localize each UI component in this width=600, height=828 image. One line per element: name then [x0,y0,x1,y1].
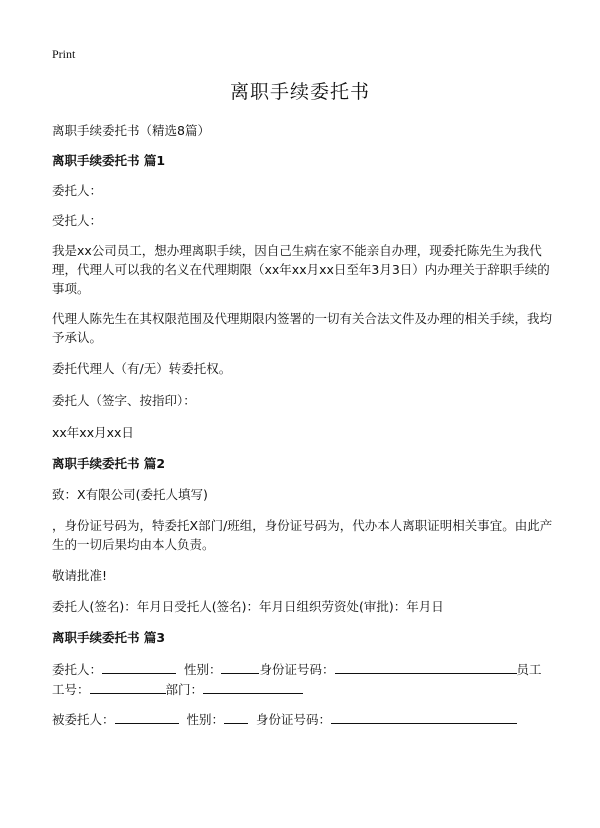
trustee-id-label: 身份证号码： [255,712,331,727]
client-line: 委托人： [52,183,103,198]
document-subtitle: 离职手续委托书（精选8篇） [52,123,210,138]
dept-label: 部门： [165,682,204,697]
section-heading-3: 离职手续委托书 篇3 [52,630,166,645]
client-name-field[interactable] [102,659,176,674]
trustee-name-field[interactable] [115,709,179,724]
trustee-gender-label: 性别： [186,712,224,727]
paragraph-delegation: ，身份证号码为，特委托X部门/班组，身份证号码为，代办本人离职证明相关事宜。由此产生的一切后果均由本人负责。 [52,518,553,552]
dept-field[interactable] [203,679,303,694]
paragraph-authority: 代理人陈先生在其权限范围及代理期限内签署的一切有关合法文件及办理的相关手续，我均予承认。 [52,311,553,345]
section-heading-2: 离职手续委托书 篇2 [52,456,166,471]
client-form-row [52,659,558,699]
print-label: Print [52,47,76,61]
client-label: 委托人： [52,662,103,677]
date-line: xx年xx月xx日 [52,425,134,440]
client-id-field[interactable] [335,659,517,674]
approval-request: 敬请批准! [52,568,108,583]
id-label: 身份证号码： [259,662,335,677]
trustee-form-row [52,709,558,729]
trustee-id-field[interactable] [331,709,517,724]
paragraph-intro: 我是xx公司员工，想办理离职手续，因自己生病在家不能亲自办理，现委托陈先生为我代理，代理人可以我的名义在代理期限（xx年xx月xx日至年3月3日）内办理关于辞职手续的事项。 [52,243,550,296]
document-title: 离职手续委托书 [229,81,370,103]
signatures-line: 委托人(签名)：年月日受托人(签名)：年月日组织劳资处(审批)：年月日 [52,599,444,614]
employee-label: 员工 [516,662,542,677]
trustee-gender-field[interactable] [224,709,248,724]
section-heading-1: 离职手续委托书 篇1 [52,153,166,168]
work-no-label: 工号： [52,682,90,697]
addressee-line: 致：X有限公司(委托人填写) [52,487,208,502]
client-gender-field[interactable] [221,659,259,674]
paragraph-subdelegation: 委托代理人（有/无）转委托权。 [52,361,232,376]
signature-line: 委托人（签字、按指印）： [52,393,196,408]
work-no-field[interactable] [90,679,166,694]
trustee-label: 被委托人： [52,712,115,727]
trustee-line: 受托人： [52,213,103,228]
gender-label: 性别： [183,662,222,677]
